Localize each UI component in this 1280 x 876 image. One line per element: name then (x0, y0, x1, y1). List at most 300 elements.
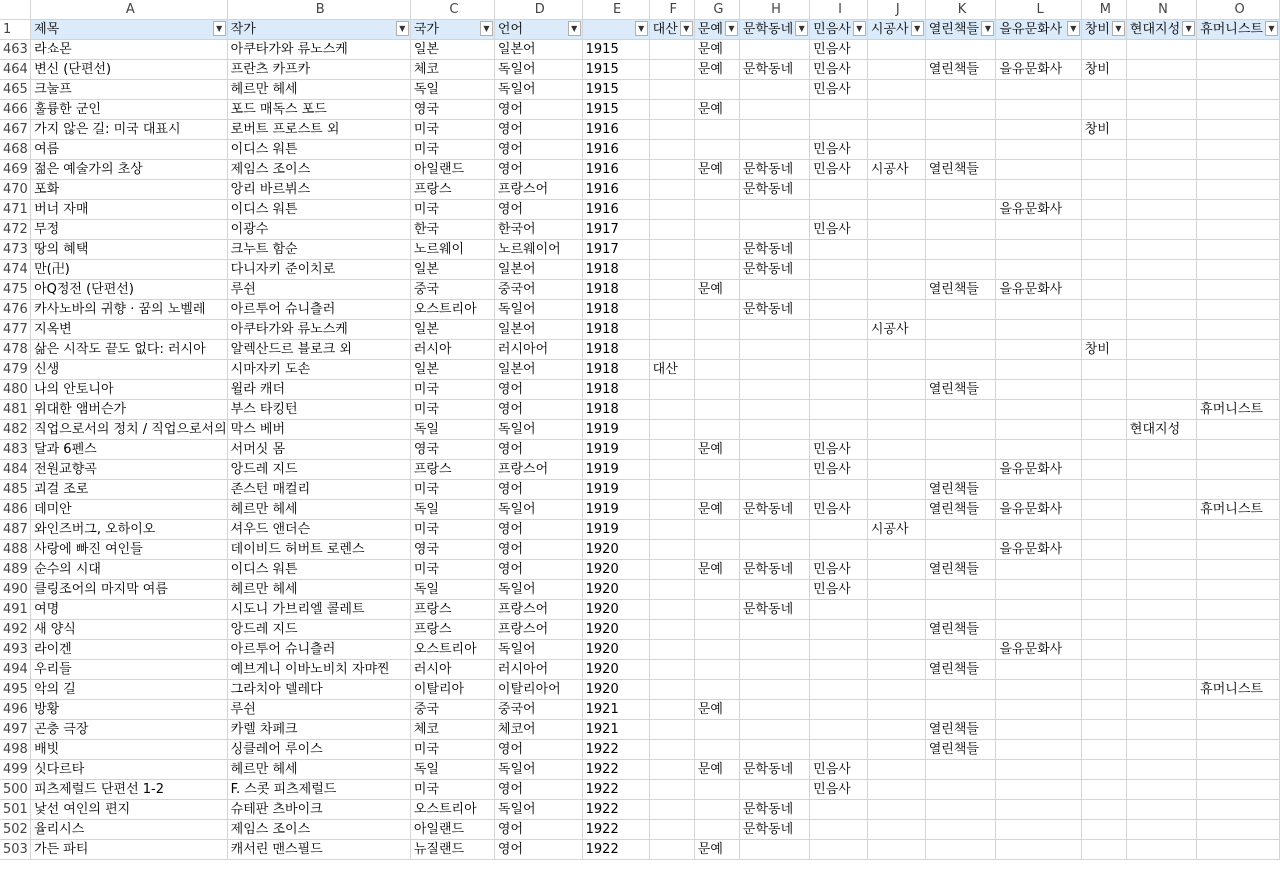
cell-h[interactable] (739, 100, 809, 120)
cell-c[interactable]: 한국 (410, 220, 494, 240)
cell-f[interactable] (649, 660, 694, 680)
cell-o[interactable] (1197, 520, 1280, 540)
cell-e[interactable]: 1922 (582, 840, 649, 860)
cell-a[interactable]: 직업으로서의 정치 / 직업으로서의 (31, 420, 228, 440)
cell-k[interactable] (925, 800, 996, 820)
cell-j[interactable] (867, 620, 925, 640)
cell-h[interactable]: 문학동네 (739, 180, 809, 200)
cell-d[interactable]: 영어 (494, 540, 582, 560)
cell-j[interactable] (867, 440, 925, 460)
row-number[interactable]: 493 (0, 640, 31, 660)
filter-dropdown-icon[interactable]: ▼ (1112, 21, 1125, 36)
cell-h[interactable]: 문학동네 (739, 60, 809, 80)
cell-k[interactable]: 열린책들 (925, 660, 996, 680)
cell-b[interactable]: 카렐 차페크 (227, 720, 410, 740)
cell-m[interactable] (1081, 600, 1126, 620)
cell-m[interactable] (1081, 740, 1126, 760)
row-number[interactable]: 491 (0, 600, 31, 620)
cell-j[interactable] (867, 600, 925, 620)
cell-c[interactable]: 영국 (410, 440, 494, 460)
cell-h[interactable] (739, 200, 809, 220)
cell-n[interactable] (1126, 140, 1196, 160)
cell-l[interactable] (996, 480, 1081, 500)
cell-d[interactable]: 영어 (494, 840, 582, 860)
cell-c[interactable]: 영국 (410, 100, 494, 120)
cell-l[interactable] (996, 300, 1081, 320)
cell-b[interactable]: 셔우드 앤더슨 (227, 520, 410, 540)
cell-l[interactable] (996, 760, 1081, 780)
cell-e[interactable]: 1916 (582, 160, 649, 180)
cell-g[interactable] (694, 600, 739, 620)
cell-g[interactable]: 문예 (694, 40, 739, 60)
cell-a[interactable]: 나의 안토니아 (31, 380, 228, 400)
cell-d[interactable]: 영어 (494, 380, 582, 400)
cell-l[interactable] (996, 360, 1081, 380)
cell-e[interactable]: 1918 (582, 320, 649, 340)
cell-d[interactable]: 독일어 (494, 80, 582, 100)
cell-m[interactable] (1081, 500, 1126, 520)
cell-j[interactable] (867, 540, 925, 560)
cell-d[interactable]: 프랑스어 (494, 460, 582, 480)
cell-g[interactable] (694, 180, 739, 200)
cell-f[interactable] (649, 580, 694, 600)
cell-n[interactable] (1126, 320, 1196, 340)
cell-a[interactable]: 신생 (31, 360, 228, 380)
cell-n[interactable] (1126, 820, 1196, 840)
cell-a[interactable]: 라쇼몬 (31, 40, 228, 60)
cell-d[interactable]: 일본어 (494, 40, 582, 60)
cell-e[interactable]: 1922 (582, 800, 649, 820)
cell-b[interactable]: 크누트 함순 (227, 240, 410, 260)
row-number[interactable]: 485 (0, 480, 31, 500)
cell-e[interactable]: 1920 (582, 540, 649, 560)
cell-g[interactable] (694, 480, 739, 500)
cell-j[interactable] (867, 60, 925, 80)
cell-d[interactable]: 한국어 (494, 220, 582, 240)
cell-h[interactable] (739, 40, 809, 60)
cell-e[interactable]: 1919 (582, 460, 649, 480)
cell-o[interactable] (1197, 120, 1280, 140)
cell-j[interactable] (867, 480, 925, 500)
column-header-c[interactable]: C (410, 0, 494, 20)
cell-h[interactable] (739, 220, 809, 240)
cell-b[interactable]: 헤르만 헤세 (227, 500, 410, 520)
cell-k[interactable]: 열린책들 (925, 380, 996, 400)
cell-b[interactable]: 제임스 조이스 (227, 160, 410, 180)
cell-m[interactable] (1081, 640, 1126, 660)
cell-a[interactable]: 만(卍) (31, 260, 228, 280)
cell-o[interactable] (1197, 380, 1280, 400)
header-cell-m[interactable] (1081, 20, 1126, 40)
cell-h[interactable] (739, 700, 809, 720)
cell-l[interactable] (996, 100, 1081, 120)
cell-g[interactable] (694, 120, 739, 140)
cell-o[interactable] (1197, 160, 1280, 180)
cell-n[interactable] (1126, 580, 1196, 600)
cell-i[interactable] (810, 100, 868, 120)
cell-g[interactable] (694, 740, 739, 760)
cell-k[interactable] (925, 80, 996, 100)
cell-g[interactable] (694, 800, 739, 820)
cell-i[interactable] (810, 400, 868, 420)
cell-a[interactable]: 변신 (단편선) (31, 60, 228, 80)
cell-m[interactable] (1081, 720, 1126, 740)
cell-d[interactable]: 이탈리아어 (494, 680, 582, 700)
cell-g[interactable]: 문예 (694, 280, 739, 300)
row-number[interactable]: 463 (0, 40, 31, 60)
cell-h[interactable] (739, 400, 809, 420)
cell-h[interactable] (739, 140, 809, 160)
cell-l[interactable] (996, 680, 1081, 700)
cell-g[interactable]: 문예 (694, 60, 739, 80)
cell-f[interactable] (649, 840, 694, 860)
cell-o[interactable] (1197, 700, 1280, 720)
cell-a[interactable]: 와인즈버그, 오하이오 (31, 520, 228, 540)
cell-h[interactable]: 문학동네 (739, 820, 809, 840)
cell-a[interactable]: 배빗 (31, 740, 228, 760)
cell-d[interactable]: 독일어 (494, 580, 582, 600)
cell-n[interactable] (1126, 520, 1196, 540)
cell-a[interactable]: 지옥변 (31, 320, 228, 340)
cell-g[interactable] (694, 420, 739, 440)
cell-h[interactable]: 문학동네 (739, 800, 809, 820)
cell-c[interactable]: 독일 (410, 760, 494, 780)
cell-c[interactable]: 오스트리아 (410, 300, 494, 320)
cell-f[interactable] (649, 680, 694, 700)
header-cell-l[interactable] (996, 20, 1081, 40)
cell-f[interactable] (649, 40, 694, 60)
cell-k[interactable] (925, 320, 996, 340)
cell-g[interactable] (694, 340, 739, 360)
cell-a[interactable]: 순수의 시대 (31, 560, 228, 580)
cell-l[interactable] (996, 140, 1081, 160)
cell-a[interactable]: 곤충 극장 (31, 720, 228, 740)
row-number[interactable]: 480 (0, 380, 31, 400)
cell-n[interactable] (1126, 440, 1196, 460)
cell-h[interactable] (739, 520, 809, 540)
cell-e[interactable]: 1915 (582, 60, 649, 80)
cell-i[interactable] (810, 740, 868, 760)
cell-o[interactable] (1197, 600, 1280, 620)
cell-j[interactable] (867, 300, 925, 320)
cell-i[interactable] (810, 180, 868, 200)
cell-b[interactable]: 헤르만 헤세 (227, 760, 410, 780)
column-header-k[interactable]: K (925, 0, 996, 20)
cell-f[interactable] (649, 420, 694, 440)
cell-m[interactable] (1081, 580, 1126, 600)
cell-g[interactable] (694, 260, 739, 280)
cell-d[interactable]: 영어 (494, 140, 582, 160)
filter-dropdown-icon[interactable]: ▼ (853, 21, 866, 36)
cell-l[interactable] (996, 420, 1081, 440)
cell-k[interactable]: 열린책들 (925, 280, 996, 300)
cell-n[interactable]: 현대지성 (1126, 420, 1196, 440)
cell-e[interactable]: 1919 (582, 500, 649, 520)
cell-c[interactable]: 독일 (410, 580, 494, 600)
cell-l[interactable] (996, 780, 1081, 800)
cell-c[interactable]: 영국 (410, 540, 494, 560)
header-cell-n[interactable] (1126, 20, 1196, 40)
cell-i[interactable] (810, 240, 868, 260)
cell-c[interactable]: 미국 (410, 560, 494, 580)
cell-k[interactable] (925, 580, 996, 600)
cell-c[interactable]: 미국 (410, 480, 494, 500)
cell-g[interactable]: 문예 (694, 700, 739, 720)
cell-i[interactable] (810, 520, 868, 540)
cell-f[interactable] (649, 140, 694, 160)
cell-o[interactable] (1197, 740, 1280, 760)
cell-h[interactable]: 문학동네 (739, 240, 809, 260)
cell-l[interactable] (996, 380, 1081, 400)
cell-g[interactable] (694, 780, 739, 800)
cell-g[interactable] (694, 320, 739, 340)
cell-j[interactable] (867, 720, 925, 740)
cell-d[interactable]: 영어 (494, 820, 582, 840)
cell-d[interactable]: 프랑스어 (494, 180, 582, 200)
cell-h[interactable]: 문학동네 (739, 500, 809, 520)
cell-o[interactable] (1197, 640, 1280, 660)
cell-g[interactable] (694, 380, 739, 400)
cell-c[interactable]: 미국 (410, 140, 494, 160)
cell-i[interactable] (810, 820, 868, 840)
cell-l[interactable] (996, 260, 1081, 280)
cell-h[interactable] (739, 340, 809, 360)
cell-l[interactable]: 을유문화사 (996, 640, 1081, 660)
cell-n[interactable] (1126, 500, 1196, 520)
cell-k[interactable] (925, 460, 996, 480)
cell-n[interactable] (1126, 200, 1196, 220)
cell-f[interactable] (649, 760, 694, 780)
cell-e[interactable]: 1918 (582, 260, 649, 280)
cell-a[interactable]: 포화 (31, 180, 228, 200)
cell-o[interactable] (1197, 100, 1280, 120)
cell-i[interactable]: 민음사 (810, 160, 868, 180)
cell-f[interactable] (649, 640, 694, 660)
cell-a[interactable]: 데미안 (31, 500, 228, 520)
cell-n[interactable] (1126, 120, 1196, 140)
cell-e[interactable]: 1915 (582, 100, 649, 120)
cell-g[interactable]: 문예 (694, 500, 739, 520)
cell-a[interactable]: 무정 (31, 220, 228, 240)
cell-a[interactable]: 크눌프 (31, 80, 228, 100)
cell-o[interactable] (1197, 60, 1280, 80)
cell-a[interactable]: 라이겐 (31, 640, 228, 660)
cell-g[interactable] (694, 300, 739, 320)
cell-d[interactable]: 독일어 (494, 420, 582, 440)
cell-f[interactable] (649, 800, 694, 820)
cell-j[interactable] (867, 640, 925, 660)
cell-k[interactable] (925, 120, 996, 140)
cell-m[interactable] (1081, 200, 1126, 220)
cell-k[interactable] (925, 540, 996, 560)
row-number[interactable]: 483 (0, 440, 31, 460)
cell-h[interactable] (739, 120, 809, 140)
cell-g[interactable]: 문예 (694, 840, 739, 860)
row-number[interactable]: 468 (0, 140, 31, 160)
row-number[interactable]: 464 (0, 60, 31, 80)
column-header-l[interactable]: L (996, 0, 1081, 20)
cell-n[interactable] (1126, 260, 1196, 280)
cell-o[interactable] (1197, 360, 1280, 380)
row-number[interactable]: 489 (0, 560, 31, 580)
cell-g[interactable]: 문예 (694, 160, 739, 180)
cell-i[interactable] (810, 660, 868, 680)
cell-m[interactable] (1081, 180, 1126, 200)
cell-l[interactable] (996, 840, 1081, 860)
cell-o[interactable]: 휴머니스트 (1197, 400, 1280, 420)
cell-o[interactable] (1197, 420, 1280, 440)
cell-e[interactable]: 1920 (582, 640, 649, 660)
cell-i[interactable]: 민음사 (810, 560, 868, 580)
cell-j[interactable] (867, 500, 925, 520)
row-number[interactable]: 466 (0, 100, 31, 120)
cell-d[interactable]: 영어 (494, 120, 582, 140)
column-header-o[interactable]: O (1197, 0, 1280, 20)
cell-f[interactable] (649, 540, 694, 560)
cell-m[interactable] (1081, 40, 1126, 60)
cell-m[interactable] (1081, 160, 1126, 180)
cell-g[interactable] (694, 640, 739, 660)
cell-i[interactable] (810, 260, 868, 280)
cell-m[interactable]: 창비 (1081, 60, 1126, 80)
cell-m[interactable] (1081, 760, 1126, 780)
cell-n[interactable] (1126, 220, 1196, 240)
row-number[interactable]: 481 (0, 400, 31, 420)
cell-n[interactable] (1126, 400, 1196, 420)
cell-g[interactable] (694, 620, 739, 640)
cell-l[interactable] (996, 120, 1081, 140)
cell-c[interactable]: 미국 (410, 740, 494, 760)
cell-i[interactable]: 민음사 (810, 460, 868, 480)
cell-b[interactable]: 루쉰 (227, 700, 410, 720)
cell-j[interactable] (867, 400, 925, 420)
cell-g[interactable] (694, 660, 739, 680)
cell-d[interactable]: 영어 (494, 160, 582, 180)
cell-f[interactable] (649, 400, 694, 420)
cell-j[interactable] (867, 200, 925, 220)
cell-e[interactable]: 1919 (582, 520, 649, 540)
cell-c[interactable]: 일본 (410, 320, 494, 340)
cell-h[interactable]: 문학동네 (739, 260, 809, 280)
cell-c[interactable]: 독일 (410, 500, 494, 520)
cell-b[interactable]: 싱클레어 루이스 (227, 740, 410, 760)
cell-c[interactable]: 오스트리아 (410, 640, 494, 660)
cell-m[interactable] (1081, 800, 1126, 820)
cell-f[interactable]: 대산 (649, 360, 694, 380)
cell-a[interactable]: 낯선 여인의 편지 (31, 800, 228, 820)
cell-m[interactable] (1081, 280, 1126, 300)
cell-l[interactable] (996, 340, 1081, 360)
cell-m[interactable]: 창비 (1081, 120, 1126, 140)
cell-a[interactable]: 가지 않은 길: 미국 대표시 (31, 120, 228, 140)
cell-i[interactable]: 민음사 (810, 80, 868, 100)
cell-k[interactable] (925, 200, 996, 220)
cell-j[interactable] (867, 40, 925, 60)
cell-o[interactable] (1197, 440, 1280, 460)
cell-n[interactable] (1126, 340, 1196, 360)
cell-m[interactable] (1081, 780, 1126, 800)
cell-l[interactable] (996, 560, 1081, 580)
cell-h[interactable] (739, 660, 809, 680)
filter-dropdown-icon[interactable]: ▼ (1067, 21, 1080, 36)
cell-b[interactable]: 캐서린 맨스필드 (227, 840, 410, 860)
cell-m[interactable] (1081, 440, 1126, 460)
cell-g[interactable] (694, 80, 739, 100)
cell-j[interactable] (867, 80, 925, 100)
cell-n[interactable] (1126, 60, 1196, 80)
row-number[interactable]: 502 (0, 820, 31, 840)
row-number[interactable]: 467 (0, 120, 31, 140)
cell-e[interactable]: 1915 (582, 80, 649, 100)
cell-l[interactable] (996, 180, 1081, 200)
cell-f[interactable] (649, 60, 694, 80)
cell-d[interactable]: 영어 (494, 480, 582, 500)
cell-g[interactable] (694, 200, 739, 220)
cell-k[interactable]: 열린책들 (925, 60, 996, 80)
cell-k[interactable] (925, 340, 996, 360)
cell-j[interactable] (867, 700, 925, 720)
cell-k[interactable]: 열린책들 (925, 740, 996, 760)
row-number[interactable]: 487 (0, 520, 31, 540)
cell-k[interactable] (925, 220, 996, 240)
cell-m[interactable] (1081, 660, 1126, 680)
cell-f[interactable] (649, 520, 694, 540)
cell-i[interactable]: 민음사 (810, 780, 868, 800)
row-number[interactable]: 472 (0, 220, 31, 240)
cell-o[interactable] (1197, 200, 1280, 220)
cell-k[interactable] (925, 700, 996, 720)
cell-n[interactable] (1126, 740, 1196, 760)
header-cell-e[interactable] (582, 20, 649, 40)
cell-n[interactable] (1126, 300, 1196, 320)
cell-g[interactable] (694, 460, 739, 480)
cell-h[interactable] (739, 320, 809, 340)
cell-a[interactable]: 버너 자매 (31, 200, 228, 220)
cell-n[interactable] (1126, 760, 1196, 780)
cell-f[interactable] (649, 620, 694, 640)
cell-i[interactable] (810, 420, 868, 440)
cell-l[interactable] (996, 440, 1081, 460)
cell-i[interactable] (810, 680, 868, 700)
cell-b[interactable]: 부스 타킹턴 (227, 400, 410, 420)
cell-b[interactable]: 앙드레 지드 (227, 620, 410, 640)
cell-a[interactable]: 젊은 예술가의 초상 (31, 160, 228, 180)
cell-a[interactable]: 카사노바의 귀향 · 꿈의 노벨레 (31, 300, 228, 320)
row-number[interactable]: 471 (0, 200, 31, 220)
cell-c[interactable]: 이탈리아 (410, 680, 494, 700)
cell-o[interactable]: 휴머니스트 (1197, 680, 1280, 700)
cell-g[interactable] (694, 720, 739, 740)
cell-d[interactable]: 영어 (494, 100, 582, 120)
cell-d[interactable]: 일본어 (494, 260, 582, 280)
cell-o[interactable] (1197, 240, 1280, 260)
cell-d[interactable]: 일본어 (494, 320, 582, 340)
cell-b[interactable]: 앙드레 지드 (227, 460, 410, 480)
cell-l[interactable]: 을유문화사 (996, 200, 1081, 220)
cell-f[interactable] (649, 280, 694, 300)
cell-j[interactable] (867, 760, 925, 780)
cell-m[interactable] (1081, 820, 1126, 840)
cell-b[interactable]: 헤르만 헤세 (227, 580, 410, 600)
cell-n[interactable] (1126, 240, 1196, 260)
cell-n[interactable] (1126, 600, 1196, 620)
cell-h[interactable]: 문학동네 (739, 560, 809, 580)
cell-j[interactable]: 시공사 (867, 160, 925, 180)
row-number[interactable]: 490 (0, 580, 31, 600)
cell-n[interactable] (1126, 380, 1196, 400)
cell-l[interactable] (996, 720, 1081, 740)
cell-g[interactable] (694, 540, 739, 560)
